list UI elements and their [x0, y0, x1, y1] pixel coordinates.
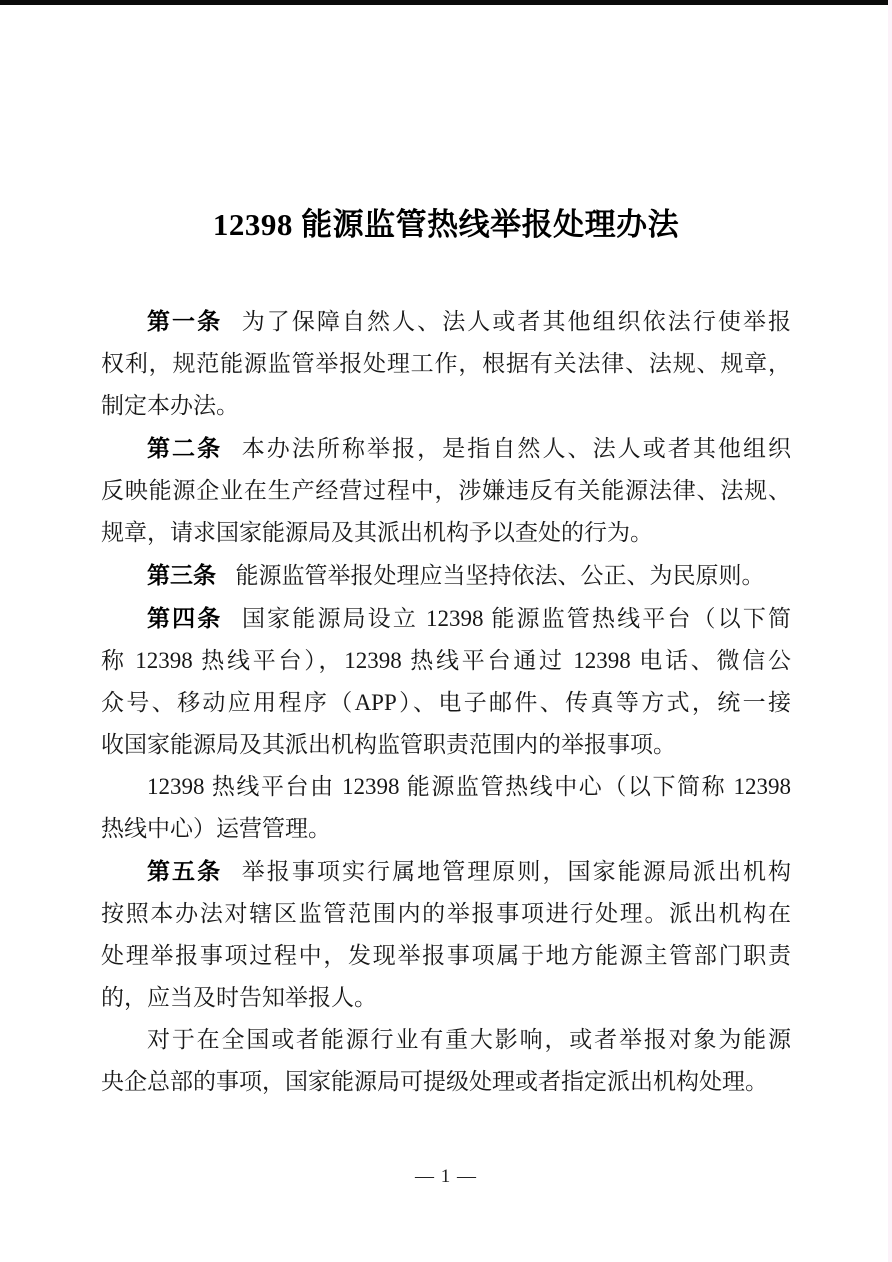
page-number: — 1 —	[415, 1166, 477, 1187]
paragraph	[101, 300, 791, 427]
text-line: 热线中心）运营管理。	[101, 816, 331, 841]
text-line: 众号、移动应用程序（APP）、电子邮件、传真等方式，统一接	[101, 690, 791, 715]
article-number-label: 第一条	[147, 308, 223, 334]
document-title: 12398 能源监管热线举报处理办法	[212, 207, 680, 242]
text-line: 12398 热线平台由 12398 能源监管热线中心（以下简称 12398	[147, 774, 791, 799]
text-line: 反映能源企业在生产经营过程中，涉嫌违反有关能源法律、法规、	[101, 478, 791, 503]
text-line: 央企总部的事项，国家能源局可提级处理或者指定派出机构处理。	[101, 1069, 768, 1094]
text-line: 收国家能源局及其派出机构监管职责范围内的举报事项。	[101, 732, 676, 757]
text-line: 制定本办法。	[101, 393, 239, 418]
text-line: 对于在全国或者能源行业有重大影响，或者举报对象为能源	[147, 1027, 791, 1052]
text-line: 权利，规范能源监管举报处理工作，根据有关法律、法规、规章，	[101, 351, 791, 376]
text-line: 的，应当及时告知举报人。	[101, 985, 377, 1010]
paragraph	[101, 554, 791, 597]
text-line: 称 12398 热线平台），12398 热线平台通过 12398 电话、微信公	[101, 648, 791, 673]
article-number-label: 第四条	[147, 605, 223, 631]
article-number-label: 第五条	[147, 858, 223, 884]
paragraph	[101, 597, 791, 766]
text-line: 第一条 为了保障自然人、法人或者其他组织依法行使举报	[147, 308, 792, 334]
article-number-label: 第二条	[147, 435, 223, 461]
text-line: 第四条 国家能源局设立 12398 能源监管热线平台（以下简	[147, 605, 792, 631]
article-number-label: 第三条	[147, 562, 216, 588]
text-line: 第二条 本办法所称举报，是指自然人、法人或者其他组织	[147, 435, 792, 461]
document-body	[101, 300, 791, 1103]
scan-right-edge	[888, 0, 892, 1262]
text-line: 处理举报事项过程中，发现举报事项属于地方能源主管部门职责	[101, 943, 791, 968]
text-line: 规章，请求国家能源局及其派出机构予以查处的行为。	[101, 520, 653, 545]
text-line: 第三条 能源监管举报处理应当坚持依法、公正、为民原则。	[147, 562, 765, 588]
paragraph	[101, 1019, 791, 1103]
text-line: 按照本办法对辖区监管范围内的举报事项进行处理。派出机构在	[101, 901, 791, 926]
paragraph	[101, 427, 791, 554]
paragraph	[101, 766, 791, 850]
text-line: 第五条 举报事项实行属地管理原则，国家能源局派出机构	[147, 858, 792, 884]
scan-top-edge	[0, 0, 892, 5]
paragraph	[101, 850, 791, 1019]
